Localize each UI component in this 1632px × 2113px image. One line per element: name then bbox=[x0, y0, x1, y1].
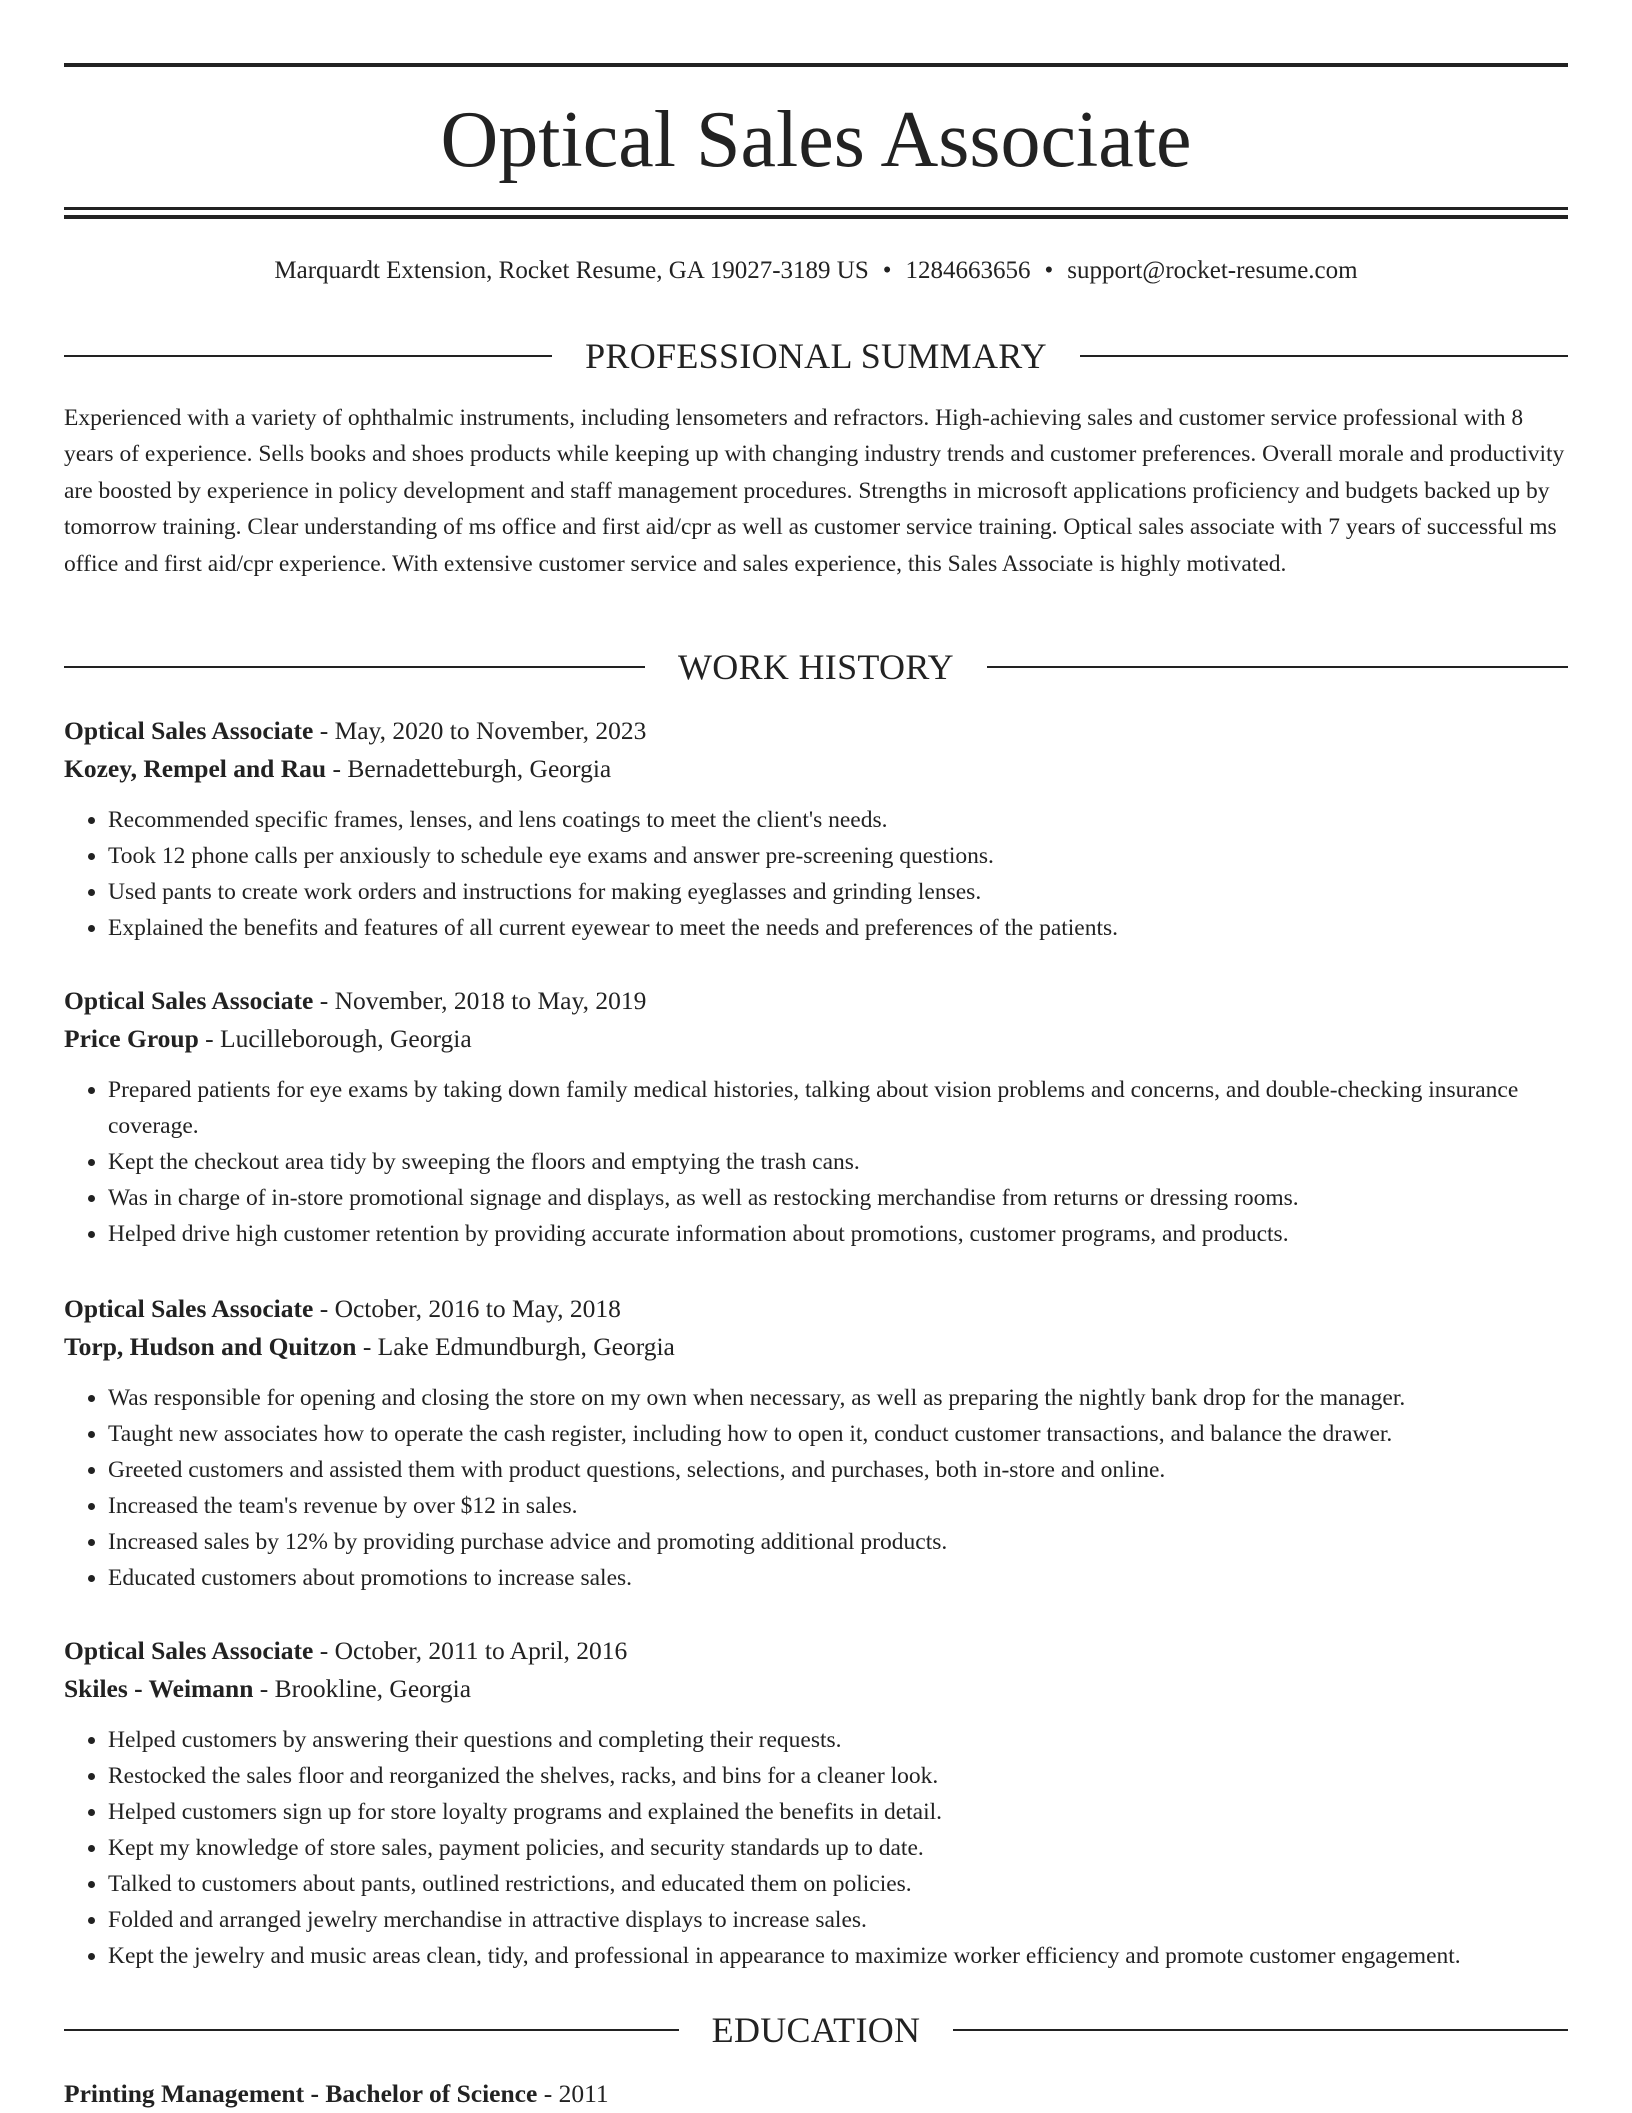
job-title-line bbox=[64, 712, 1568, 750]
job-bullet: • Was in charge of in-store promotional signage and displays, as well as restocking merchandise from returns or dressing rooms. bbox=[108, 1180, 1568, 1216]
title-rule-lower bbox=[64, 215, 1568, 219]
job-bullet: • Kept the checkout area tidy by sweeping the floors and emptying the trash cans. bbox=[108, 1144, 1568, 1180]
section-heading-work-history bbox=[64, 646, 1568, 688]
job-title-line bbox=[64, 1632, 1568, 1670]
title-rule-upper bbox=[64, 207, 1568, 210]
job-dates: - October, 2011 to April, 2016 bbox=[313, 1636, 628, 1665]
section-heading-label: EDUCATION bbox=[711, 2010, 921, 2050]
job-company-line bbox=[64, 1670, 1568, 1708]
job-bullet: • Took 12 phone calls per anxiously to schedule eye exams and answer pre-screening questions. bbox=[108, 838, 1568, 874]
job-location: - Bernadetteburgh, Georgia bbox=[326, 754, 612, 783]
job-bullet: • Restocked the sales floor and reorganized the shelves, racks, and bins for a cleaner look. bbox=[108, 1758, 1568, 1794]
job-company: Skiles - Weimann bbox=[64, 1674, 254, 1703]
education-degree: Printing Management - Bachelor of Science bbox=[64, 2079, 538, 2108]
contact-phone: 1284663656 bbox=[905, 257, 1031, 284]
contact-line bbox=[64, 256, 1568, 286]
job-bullet: • Talked to customers about pants, outlined restrictions, and educated them on policies. bbox=[108, 1866, 1568, 1902]
heading-rule-right bbox=[953, 2029, 1568, 2031]
job-title: Optical Sales Associate bbox=[64, 986, 314, 1015]
job-entry bbox=[64, 712, 1568, 946]
job-company-line bbox=[64, 1328, 1568, 1366]
top-rule bbox=[64, 63, 1568, 67]
job-bullets bbox=[64, 1380, 1568, 1596]
job-bullet: • Was responsible for opening and closing the store on my own when necessary, as well as preparing the nightly bank drop for the manager. bbox=[108, 1380, 1568, 1416]
job-bullet: • Helped customers by answering their questions and completing their requests. bbox=[108, 1722, 1568, 1758]
job-entry bbox=[64, 1632, 1568, 1974]
contact-separator: • bbox=[882, 257, 892, 284]
job-bullet: • Increased sales by 12% by providing purchase advice and promoting additional products. bbox=[108, 1524, 1568, 1560]
contact-separator: • bbox=[1044, 257, 1054, 284]
job-bullet: • Recommended specific frames, lenses, and lens coatings to meet the client's needs. bbox=[108, 802, 1568, 838]
job-dates: - May, 2020 to November, 2023 bbox=[313, 716, 647, 745]
job-title-line bbox=[64, 1290, 1568, 1328]
contact-email: support@rocket-resume.com bbox=[1067, 257, 1358, 284]
job-company-line bbox=[64, 1020, 1568, 1058]
job-dates: - November, 2018 to May, 2019 bbox=[313, 986, 647, 1015]
job-bullets bbox=[64, 802, 1568, 946]
heading-rule-right bbox=[1080, 355, 1568, 357]
job-company-line bbox=[64, 750, 1568, 788]
job-bullet: • Greeted customers and assisted them with product questions, selections, and purchases, both in-store and online. bbox=[108, 1452, 1568, 1488]
job-title: Optical Sales Associate bbox=[64, 1636, 314, 1665]
job-bullet: • Taught new associates how to operate the cash register, including how to open it, conduct customer transactions, and balance the drawer. bbox=[108, 1416, 1568, 1452]
job-dates: - October, 2016 to May, 2018 bbox=[313, 1294, 621, 1323]
job-location: - Lucilleborough, Georgia bbox=[198, 1024, 472, 1053]
section-heading-label: PROFESSIONAL SUMMARY bbox=[585, 336, 1047, 376]
professional-summary: Experienced with a variety of ophthalmic instruments, including lensometers and refractors. High-achieving sales and customer service professional with 8 years of experience. Sells books and shoes products while keeping up with changing industry trends and customer preferences. Overall morale and productivity are boosted by experience in policy development and staff management procedures. Strengths in microsoft applications proficiency and budgets backed up by tomorrow training. Clear understanding of ms office and first aid/cpr as well as customer service training. Optical sales associate with 7 years of successful ms office and first aid/cpr experience. With extensive customer service and sales experience, this Sales Associate is highly motivated. bbox=[64, 405, 1565, 577]
job-bullet: • Helped customers sign up for store loyalty programs and explained the benefits in detail. bbox=[108, 1794, 1568, 1830]
resume-title: Optical Sales Associate bbox=[440, 96, 1192, 184]
heading-rule-left bbox=[64, 666, 645, 668]
job-bullets bbox=[64, 1722, 1568, 1974]
heading-rule-left bbox=[64, 2029, 679, 2031]
job-bullet: • Folded and arranged jewelry merchandise in attractive displays to increase sales. bbox=[108, 1902, 1568, 1938]
heading-rule-right bbox=[987, 666, 1568, 668]
job-bullet: • Educated customers about promotions to increase sales. bbox=[108, 1560, 1568, 1596]
job-entry bbox=[64, 1290, 1568, 1596]
job-company: Price Group bbox=[64, 1024, 199, 1053]
job-entry bbox=[64, 982, 1568, 1252]
job-location: - Brookline, Georgia bbox=[253, 1674, 472, 1703]
section-heading-education bbox=[64, 2009, 1568, 2051]
job-company: Torp, Hudson and Quitzon bbox=[64, 1332, 357, 1361]
education-year: - 2011 bbox=[537, 2079, 609, 2108]
job-bullet: • Kept the jewelry and music areas clean, tidy, and professional in appearance to maximize worker efficiency and promote customer engagement. bbox=[108, 1938, 1568, 1974]
job-location: - Lake Edmundburgh, Georgia bbox=[356, 1332, 675, 1361]
job-title-line bbox=[64, 982, 1568, 1020]
section-heading-label: WORK HISTORY bbox=[678, 647, 954, 687]
job-bullet: • Helped drive high customer retention by providing accurate information about promotions, customer programs, and products. bbox=[108, 1216, 1568, 1252]
job-bullets bbox=[64, 1072, 1568, 1252]
job-title: Optical Sales Associate bbox=[64, 716, 314, 745]
job-company: Kozey, Rempel and Rau bbox=[64, 754, 327, 783]
job-bullet: • Used pants to create work orders and instructions for making eyeglasses and grinding lenses. bbox=[108, 874, 1568, 910]
job-title: Optical Sales Associate bbox=[64, 1294, 314, 1323]
education-entry bbox=[64, 2075, 1568, 2113]
job-bullet: • Prepared patients for eye exams by taking down family medical histories, talking about vision problems and concerns, and double-checking insurance coverage. bbox=[108, 1072, 1568, 1144]
heading-rule-left bbox=[64, 355, 552, 357]
job-bullet: • Kept my knowledge of store sales, payment policies, and security standards up to date. bbox=[108, 1830, 1568, 1866]
job-bullet: • Increased the team's revenue by over $12 in sales. bbox=[108, 1488, 1568, 1524]
section-heading-summary bbox=[64, 335, 1568, 377]
contact-address: Marquardt Extension, Rocket Resume, GA 19027-3189 US bbox=[274, 257, 869, 284]
job-bullet: • Explained the benefits and features of all current eyewear to meet the needs and preferences of the patients. bbox=[108, 910, 1568, 946]
